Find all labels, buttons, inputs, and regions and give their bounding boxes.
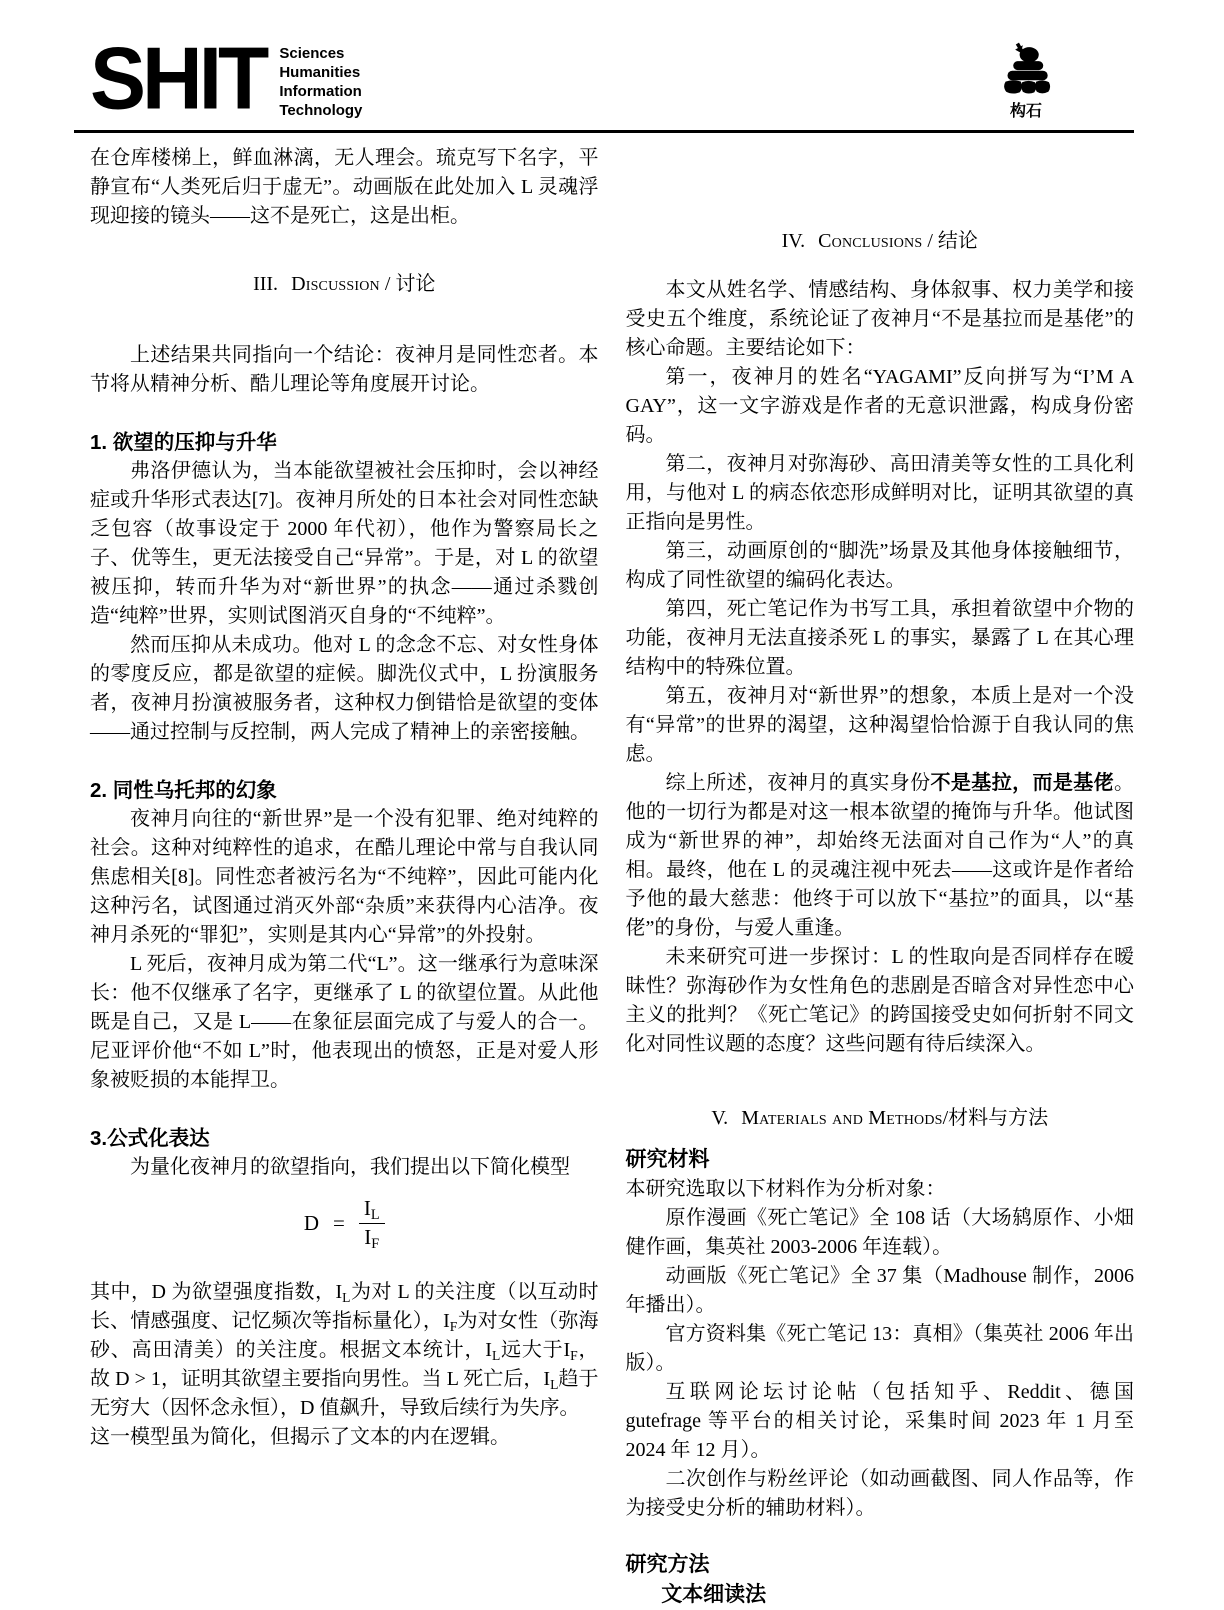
model-text-segment: 为对 L 的关注度（以互动时长、情感强度、记忆频次等指标量化），I bbox=[90, 1281, 599, 1332]
material-item-databook: 官方资料集《死亡笔记 13：真相》（集英社 2006 年出版）。 bbox=[625, 1323, 1134, 1374]
section-title-latin: Conclusions bbox=[818, 230, 923, 252]
section-heading-discussion bbox=[90, 271, 599, 297]
para-model-intro: 为量化夜神月的欲望指向，我们提出以下简化模型 bbox=[130, 1156, 570, 1178]
para-model-explanation bbox=[90, 1278, 599, 1423]
model-subscript: L bbox=[342, 1289, 351, 1305]
subsection-heading-3: 3.公式化表达 bbox=[90, 1127, 210, 1150]
para-materials-intro: 本研究选取以下材料作为分析对象： bbox=[625, 1178, 946, 1200]
para-future-research: 未来研究可进一步探讨：L 的性取向是否同样存在暧昧性？弥海砂作为女性角色的悲剧是否暗含对异性恋中心主义的批判？《死亡笔记》的跨国接受史如何折射不同文化对同性议题的态度？这些问题有待后续深入。 bbox=[625, 946, 1134, 1055]
journal-header bbox=[90, 28, 1134, 128]
logo-subtitle-line: Information bbox=[279, 83, 362, 100]
material-item-forums: 互联网论坛讨论帖（包括知乎、Reddit、德国 gutefrage 等平台的相关讨论，采集时间 2023 年 1 月至 2024 年 12 月）。 bbox=[625, 1381, 1134, 1461]
material-item-anime: 动画版《死亡笔记》全 37 集（Madhouse 制作，2006 年播出）。 bbox=[625, 1265, 1134, 1316]
section-title-cn: / 结论 bbox=[927, 230, 978, 252]
para-conclusion-second: 第二，夜神月对弥海砂、高田清美等女性的工具化利用，与他对 L 的病态依恋形成鲜明对比，证明其欲望的真正指向是男性。 bbox=[625, 453, 1134, 533]
formula-denominator-sub: F bbox=[371, 1235, 380, 1252]
publisher-logo-label: 构石 bbox=[1009, 103, 1042, 120]
subsection-heading-2: 2. 同性乌托邦的幻象 bbox=[90, 779, 277, 802]
para-conclusion-fifth: 第五，夜神月对“新世界”的想象，本质上是对一个没有“异常”的世界的渴望，这种渴望恰恰源于自我认同的焦虑。 bbox=[625, 685, 1134, 765]
model-text-segment: 为对女性（弥海砂、高田清美）的关注度。根据文本统计，I bbox=[90, 1310, 599, 1361]
para-repression-failure: 然而压抑从未成功。他对 L 的念念不忘、对女性身体的零度反应，都是欲望的症候。脚洗仪式中，L 扮演服务者，夜神月扮演被服务者，这种权力倒错恰是欲望的变体——通过控制与反控制，两人完成了精神上的亲密接触。 bbox=[90, 634, 599, 743]
material-item-manga: 原作漫画《死亡笔记》全 108 话（大场鸫原作、小畑健作画，集英社 2003-2006 年连载）。 bbox=[625, 1207, 1134, 1258]
formula-equals: = bbox=[333, 1210, 345, 1235]
section-heading-methods bbox=[626, 1105, 1135, 1131]
verdict-text-segment: 综上所述，夜神月的真实身份 bbox=[665, 772, 931, 794]
section-heading-conclusions bbox=[626, 228, 1135, 254]
logo-subtitle-line: Sciences bbox=[279, 45, 345, 62]
journal-logo-subtitle bbox=[279, 44, 362, 120]
para-conclusions-intro: 本文从姓名学、情感结构、身体叙事、权力美学和接受史五个维度，系统论证了夜神月“不是基拉而是基佬”的核心命题。主要结论如下： bbox=[625, 279, 1134, 359]
journal-logo-block bbox=[90, 28, 363, 128]
section-numeral: III. bbox=[253, 273, 279, 295]
formula-denominator-base: I bbox=[364, 1225, 372, 1249]
model-subscript: L bbox=[491, 1347, 501, 1363]
para-utopia-illusion: 夜神月向往的“新世界”是一个没有犯罪、绝对纯粹的社会。这种对纯粹性的追求，在酷儿理论中常与自我认同焦虑相关[8]。同性恋者被污名为“不纯粹”，因此可能内化这种污名，试图通过消灭外部“杂质”来获得内心洁净。夜神月杀死的“罪犯”，实则是其内心“异常”的外投射。 bbox=[90, 808, 599, 946]
para-freud-sublimation: 弗洛伊德认为，当本能欲望被社会压抑时，会以神经症或升华形式表达[7]。夜神月所处的日本社会对同性恋缺乏包容（故事设定于 2000 年代初），他作为警察局长之子、优等生，更无法接受自己“异常”。于是，对 L 的欲望被压抑，转而升华为对“新世界”的执念——通过杀戮创造“纯粹”世界，实则试图消灭自身的“不纯粹”。 bbox=[90, 460, 599, 627]
model-text-segment: 趋于无穷大（因怀念永恒），D 值飙升，导致后续行为失序。 bbox=[90, 1368, 599, 1419]
paper-body bbox=[90, 144, 1134, 1610]
formula-desire-index bbox=[90, 1192, 599, 1254]
publisher-logo bbox=[990, 42, 1062, 121]
method-item-close-reading: 文本细读法 bbox=[661, 1583, 767, 1606]
para-conclusion-third: 第三，动画原创的“脚洗”场景及其他身体接触细节，构成了同性欲望的编码化表达。 bbox=[625, 540, 1134, 591]
model-text-segment: ，故 D > 1，证明其欲望主要指向男性。当 L 死亡后，I bbox=[90, 1339, 599, 1390]
para-discussion-overview: 上述结果共同指向一个结论：夜神月是同性恋者。本节将从精神分析、酷儿理论等角度展开讨论。 bbox=[90, 344, 599, 395]
section-title-latin: Materials and Methods bbox=[741, 1107, 943, 1129]
formula-numerator-base: I bbox=[363, 1196, 371, 1220]
para-ryuk-ending: 在仓库楼梯上，鲜血淋漓，无人理会。琉克写下名字，平静宣布“人类死后归于虚无”。动画版在此处加入 L 灵魂浮现迎接的镜头——这不是死亡，这是出柜。 bbox=[90, 147, 599, 227]
verdict-bold-claim: 不是基拉，而是基佬 bbox=[930, 772, 1115, 794]
formula-numerator bbox=[359, 1196, 385, 1223]
section-title-cn: / 讨论 bbox=[384, 273, 436, 295]
formula-numerator-sub: L bbox=[370, 1206, 380, 1223]
section-title-latin: Discussion bbox=[291, 273, 380, 295]
model-text-segment: 远大于I bbox=[500, 1339, 571, 1361]
model-subscript: F bbox=[570, 1347, 578, 1363]
material-item-fanworks: 二次创作与粉丝评论（如动画截图、同人作品等，作为接受史分析的辅助材料）。 bbox=[625, 1468, 1134, 1519]
para-conclusion-first: 第一，夜神月的姓名“YAGAMI”反向拼写为“I’M A GAY”，这一文字游戏是作者的无意识泄露，构成身份密码。 bbox=[625, 366, 1134, 446]
logo-subtitle-line: Humanities bbox=[279, 64, 361, 81]
left-column bbox=[90, 144, 599, 1610]
subhead-research-methods: 研究方法 bbox=[625, 1553, 710, 1576]
subsection-heading-1: 1. 欲望的压抑与升华 bbox=[90, 431, 277, 454]
header-rule bbox=[74, 130, 1134, 133]
formula-fraction bbox=[359, 1196, 385, 1250]
section-numeral: IV. bbox=[781, 230, 806, 252]
section-numeral: V. bbox=[711, 1107, 729, 1129]
journal-logo: SHIT bbox=[90, 28, 266, 128]
model-subscript: L bbox=[550, 1376, 559, 1392]
right-column bbox=[626, 144, 1135, 1610]
formula-denominator bbox=[359, 1223, 385, 1250]
stone-cairn-icon bbox=[994, 42, 1058, 102]
model-subscript: F bbox=[449, 1318, 458, 1334]
para-l-inheritance: L 死后，夜神月成为第二代“L”。这一继承行为意味深长：他不仅继承了名字，更继承了 L 的欲望位置。从此他既是自己，又是 L——在象征层面完成了与爱人的合一。尼亚评价他“不如 L”时，他表现出的愤怒，正是对爱人形象被贬损的本能捍卫。 bbox=[90, 953, 599, 1091]
verdict-text-segment: 。他的一切行为都是对这一根本欲望的掩饰与升华。他试图成为“新世界的神”，却始终无法面对自己作为“人”的真相。最终，他在 L 的灵魂注视中死去——这或许是作者给予他的最大慈悲：他终于可以放下“基拉”的面具，以“基佬”的身份，与爱人重逢。 bbox=[625, 772, 1135, 939]
section-title-cn: /材料与方法 bbox=[942, 1107, 1049, 1129]
subhead-research-materials: 研究材料 bbox=[625, 1148, 710, 1171]
para-conclusion-fourth: 第四，死亡笔记作为书写工具，承担着欲望中介物的功能，夜神月无法直接杀死 L 的事实，暴露了 L 在其心理结构中的特殊位置。 bbox=[625, 598, 1134, 678]
para-verdict bbox=[626, 769, 1135, 943]
formula-lhs: D bbox=[303, 1210, 320, 1235]
model-text-segment: 其中，D 为欲望强度指数，I bbox=[90, 1281, 343, 1303]
para-model-note: 这一模型虽为简化，但揭示了文本的内在逻辑。 bbox=[90, 1426, 510, 1448]
logo-subtitle-line: Technology bbox=[279, 102, 363, 119]
